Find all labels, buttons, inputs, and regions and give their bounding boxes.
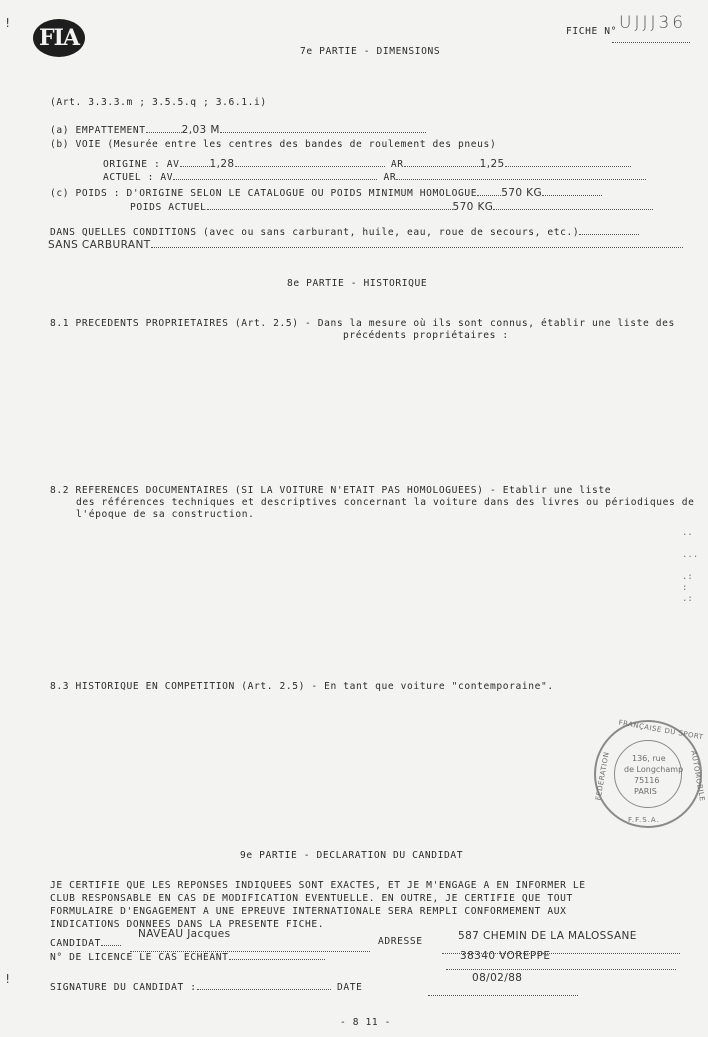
poids-actuel-label: POIDS ACTUEL [130,202,207,213]
fiche-number: UJJJ36 [619,13,687,33]
date-label: DATE [337,982,363,993]
stamp-left-text: FEDERATION [594,751,611,801]
paragraph-8-2-line-2: des références techniques et descriptives concernant la voiture dans des livres ou périodiques de [76,497,695,508]
date-dots [428,981,578,1000]
adresse-label: ADRESSE [378,936,423,947]
paragraph-8-3: 8.3 HISTORIQUE EN COMPETITION (Art. 2.5) - En tant que voiture "contemporaine". [50,681,554,692]
stamp-line-4: PARIS [634,787,657,796]
origine-ar-value: 1,25 [479,158,505,170]
section-7-title: 7e PARTIE - DIMENSIONS [300,46,441,57]
declaration-line-3: FORMULAIRE D'ENGAGEMENT A UNE EPREUVE INTERNATIONALE SERA REMPLI CONFORMEMENT AUX [50,906,567,917]
poids-origine-value: 570 KG [501,187,542,199]
adresse-value-2: 38340 VOREPPE [460,950,551,962]
stamp-bottom-text: F.F.S.A. [628,816,660,824]
margin-mark-bottom: ! [4,972,12,986]
voie-label: (b) VOIE (Mesurée entre les centres des bandes de roulement des pneus) [50,139,497,150]
actuel-av-label: ACTUEL : AV [103,172,174,183]
section-8-title: 8e PARTIE - HISTORIQUE [287,278,428,289]
candidat-label: CANDIDAT [50,938,102,949]
declaration-line-1: JE CERTIFIE QUE LES REPONSES INDIQUEES SONT EXACTES, ET JE M'ENGAGE A EN INFORMER LE [50,880,586,891]
candidat-value: NAVEAU Jacques [138,928,231,940]
paragraph-8-1: 8.1 PRECEDENTS PROPRIETAIRES (Art. 2.5) - Dans la mesure où ils sont connus, établir une liste des [50,318,675,329]
empattement-row [50,123,426,136]
ffsa-stamp [594,718,707,828]
paragraph-8-2-line-3: l'époque de sa construction. [76,509,255,520]
actuel-row [103,170,646,183]
stamp-top-text: FRANÇAISE DU SPORT [617,718,705,742]
empattement-label: (a) EMPATTEMENT [50,125,146,136]
poids-origine-row [50,186,602,199]
paragraph-8-1-cont: précédents propriétaires : [343,330,509,341]
empattement-value: 2,03 M [181,124,220,136]
stamp-line-1: 136, rue [632,754,666,763]
signature-label: SIGNATURE DU CANDIDAT : [50,982,197,993]
candidat-row [50,936,121,949]
adresse-value-1: 587 CHEMIN DE LA MALOSSANE [458,930,637,942]
page-number: - 8 11 - [340,1017,392,1028]
stamp-inner-ring [614,740,682,808]
stamp-right-text: AUTOMOBILE [689,749,707,803]
edge-dots: .. ... .: : .: [682,528,699,604]
fiche-label: FICHE N° [566,26,618,37]
conditions-row [48,238,683,251]
conditions-text: DANS QUELLES CONDITIONS (avec ou sans carburant, huile, eau, roue de secours, etc.) [50,227,580,238]
origine-av-label: ORIGINE : AV [103,159,180,170]
conditions-value: SANS CARBURANT [48,239,151,251]
licence-label: N° DE LICENCE LE CAS ECHEANT [50,952,229,963]
poids-actuel-row [130,200,653,213]
origine-av-value: 1,28 [209,158,235,170]
origine-ar-label: AR [390,159,404,170]
poids-label: (c) POIDS : D'ORIGINE SELON LE CATALOGUE OU POIDS MINIMUM HOMOLOGUE [50,188,478,199]
declaration-line-4: INDICATIONS DONNEES DANS LA PRESENTE FICHE. [50,919,325,930]
origine-row [103,157,631,170]
fiche-number-dots [612,28,690,47]
section-9-title: 9e PARTIE - DECLARATION DU CANDIDAT [240,850,464,861]
article-reference: (Art. 3.3.3.m ; 3.5.5.q ; 3.6.1.i) [50,97,267,108]
fia-logo: FIA [33,19,85,57]
stamp-line-3: 75116 [634,776,660,785]
conditions-label [50,225,639,238]
paragraph-8-2-line-1: 8.2 REFERENCES DOCUMENTAIRES (SI LA VOITURE N'ETAIT PAS HOMOLOGUEES) - Etablir une liste [50,485,612,496]
date-value: 08/02/88 [472,972,523,984]
licence-row [50,950,325,963]
signature-row [50,980,363,993]
declaration-line-2: CLUB RESPONSABLE EN CAS DE MODIFICATION EVENTUELLE. EN OUTRE, JE CERTIFIE QUE TOUT [50,893,573,904]
margin-mark: ! [4,16,12,30]
poids-actuel-value: 570 KG [452,201,494,213]
stamp-line-2: de Longchamp [624,765,684,774]
actuel-ar-label: AR [383,172,397,183]
